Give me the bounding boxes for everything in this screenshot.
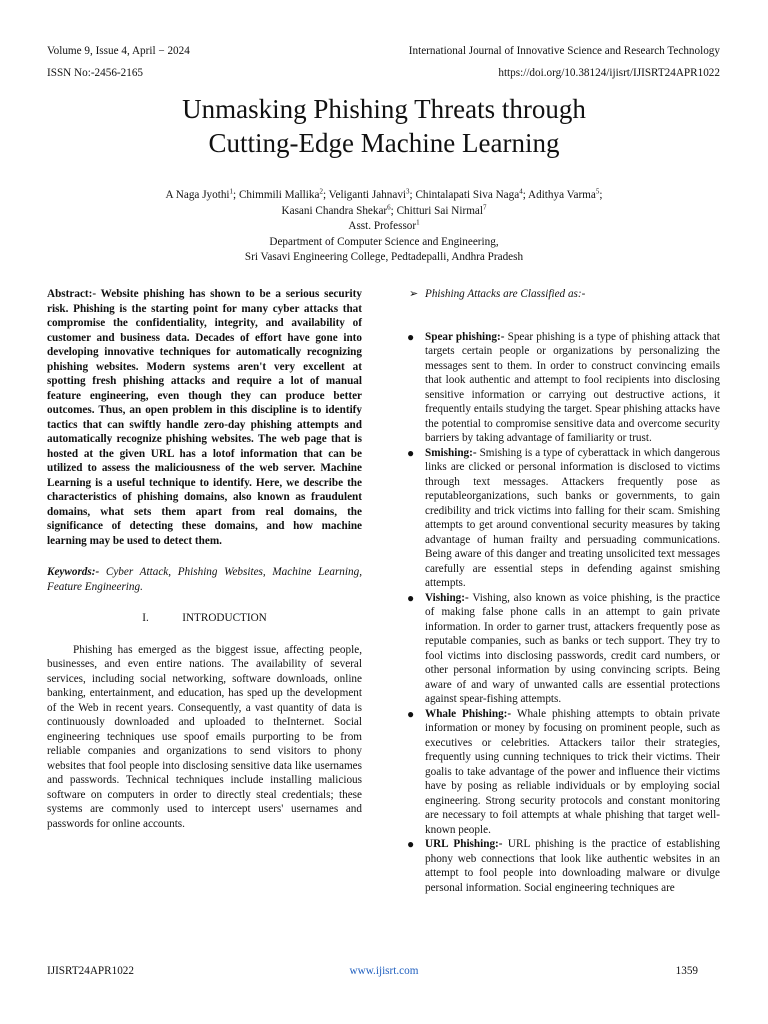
item-text: Vishing, also known as voice phishing, is the practice of making false phone calls in an attempt to gain private information. In order to garner trust, attackers frequently pose as reputable companies, such as banks or tech support. They try to fool victims into disclosing passwords, credit card numbers, or other personal information by using convincing scripts. Being aware of and wary of unwanted calls are essential protections against spear-fishing attempts. — [425, 591, 720, 705]
abstract-label: Abstract:- — [47, 288, 97, 300]
author-sup: 2 — [319, 187, 323, 196]
abstract — [47, 287, 362, 548]
right-column — [407, 287, 721, 895]
list-item — [407, 706, 720, 838]
item-text: Whale phishing attempts to obtain private information or money by focusing on prominent people, such as executives or celebrities. Attackers tailor their strategies, frequently using cunning techniques to trick their victims. Their goalis to take advantage of the power and influence their victims have by posing as reliable individuals or by employing social engineering. Strong security protocols and constant monitoring are necessary to foil attempts at whale phishing that target well- known people. — [425, 707, 720, 836]
item-label: Smishing:- — [425, 446, 477, 459]
item-text: Spear phishing is a type of phishing attack that targets certain people or organizations by personalizing the messages sent to them. In order to construct convincing emails that look authentic and attempt to fool recipients into disclosing sensitive information or carrying out destructive actions, it frequently entails studying the target. Spear phishing attacks have the potential to compromise sensitive data and overcome security barriers by taking advantage of familiarity or trust. — [425, 330, 720, 444]
item-label: Vishing:- — [425, 591, 469, 604]
item-text: URL phishing is the practice of establishing phony web connections that look like authentic websites in an attempt to fool people into downloading malware or divulge personal information. Social engineering techniques are — [425, 838, 721, 894]
author-name: Chitturi Sai Nirmal — [396, 204, 483, 217]
introduction-paragraph: Phishing has emerged as the biggest issue, affecting people, businesses, and even entire nations. The availability of several services, including social networking, software downloads, online banking, entertainment, and education, has sped up the development of the Web in recent years. Consequently, a vast quantity of data is continuously downloaded and uploaded to theInternet. Social engineering techniques use spoof emails purporting to be from reliable companies and organizations to send visitors to phony websites that fool people into disclosing sensitive data like usernames and passwords. Technical techniques include installing malicious software on computers in order to directly steal credentials; these systems are commonly used to intercept users' usernames and passwords for online accounts. — [47, 643, 362, 830]
list-item — [407, 445, 721, 591]
attack-type-list — [407, 329, 721, 896]
author-name: Kasani Chandra Shekar — [281, 204, 388, 217]
position-text: Asst. Professor — [348, 220, 417, 232]
section-number: I. — [142, 612, 149, 624]
footer-paper-id: IJISRT24APR1022 — [47, 965, 134, 977]
issn: ISSN No:-2456-2165 — [47, 67, 144, 79]
paper-title — [0, 92, 768, 160]
title-line-1: Unmasking Phishing Threats through — [182, 94, 586, 124]
author-name: A Naga Jyothi — [165, 189, 230, 201]
list-item — [407, 590, 720, 707]
left-column — [47, 287, 362, 831]
item-label: Spear phishing:- — [425, 330, 505, 343]
bullet-dot-icon: ● — [407, 837, 415, 851]
bullet-dot-icon: ● — [407, 445, 415, 460]
author-position — [0, 219, 768, 235]
classification-heading-text: Phishing Attacks are Classified as:- — [425, 288, 586, 300]
item-label: URL Phishing:- — [425, 838, 503, 850]
department: Department of Computer Science and Engineering, — [269, 235, 499, 248]
author-sup: 5 — [595, 187, 600, 196]
footer-website-link[interactable]: www.ijisrt.com — [349, 965, 419, 977]
abstract-text: Website phishing has shown to be a serious security risk. Phishing is the starting point for many cyber attacks that compromise the confidentiality, integrity, and availability of customer and business data. Decades of effort have gone into developing innovative techniques for automatically recognizing phishing websites. Modern systems aren't very excellent at spotting fresh phishing attacks and require a lot of manual feature engineering, even though they can produce better outcomes. Thus, an open problem in this discipline is to identify tactics that can swiftly handle zero-day phishing attempts and automatically recognize phishing websites. The web page that is hosted at the given URL has a lotof information that can be utilized to assess the maliciousness of the web server. Machine Learning is a useful technique to identify. Here, we describe the characteristics of phishing domains, also known as fraudulent domains, what sets them apart from real domains, the significance of detecting these domains, and how machine learning may be used to detect them. — [47, 288, 362, 547]
section-title: INTRODUCTION — [182, 612, 267, 624]
item-label: Whale Phishing:- — [425, 707, 512, 720]
author-sup: 1 — [229, 187, 234, 196]
bullet-dot-icon: ● — [407, 706, 415, 721]
list-item — [407, 837, 721, 895]
classification-heading — [409, 287, 720, 302]
keywords — [47, 565, 362, 594]
bullet-dot-icon: ● — [407, 329, 415, 344]
keywords-text: Cyber Attack, Phishing Websites, Machine Learning, Feature Engineering. — [47, 566, 362, 593]
page-number: 1359 — [675, 965, 698, 977]
author-sup: 4 — [519, 187, 523, 196]
college: Sri Vasavi Engineering College, Pedtadepalli, Andhra Pradesh — [244, 251, 524, 263]
volume-info: Volume 9, Issue 4, April − 2024 — [47, 45, 190, 57]
author-name: Veliganti Jahnavi — [328, 189, 407, 201]
journal-name: International Journal of Innovative Science and Research Technology — [408, 45, 720, 57]
author-name: Adithya Varma — [528, 189, 596, 201]
author-block — [0, 188, 768, 266]
title-line-2: Cutting-Edge Machine Learning — [208, 128, 560, 158]
author-name: Chintalapati Siva Naga — [415, 189, 520, 201]
arrow-bullet-icon: ➢ — [409, 288, 419, 300]
author-sup: 7 — [482, 202, 487, 211]
section-heading-introduction — [47, 611, 362, 626]
doi-link[interactable]: https://doi.org/10.38124/ijisrt/IJISRT24APR1022 — [498, 67, 720, 79]
position-sup: 1 — [416, 218, 420, 227]
author-sup: 6 — [387, 202, 391, 211]
list-item — [407, 329, 720, 446]
author-line-1: A Naga Jyothi$^1$; Chimmili Mallika$^2$; Veliganti Jahnavi$^3$; Chintalapati Siva Naga$^4$; Adithya Varma$^5$; — [165, 187, 603, 201]
author-line-2: Kasani Chandra Shekar$^6$; Chitturi Sai Nirmal$^7$ — [281, 202, 487, 217]
author-name: Chimmili Mallika — [238, 189, 320, 201]
keywords-label: Keywords:- — [47, 566, 100, 578]
item-text: Smishing is a type of cyberattack in which dangerous links are clicked or personal information is disclosed to victims through text messages. Attackers frequently pose as reputableorganizations, such banks or governments, to gain credibility and trick victims into falling for their scam. Smishing attempts to get around conventional security measures by taking advantage of human frailty and persuading communications. Being aware of this danger and treating unsolicited text messages carefully are essential steps in defending against smishing attempts. — [425, 446, 721, 589]
author-sup: 3 — [406, 187, 410, 196]
bullet-dot-icon: ● — [407, 590, 415, 605]
